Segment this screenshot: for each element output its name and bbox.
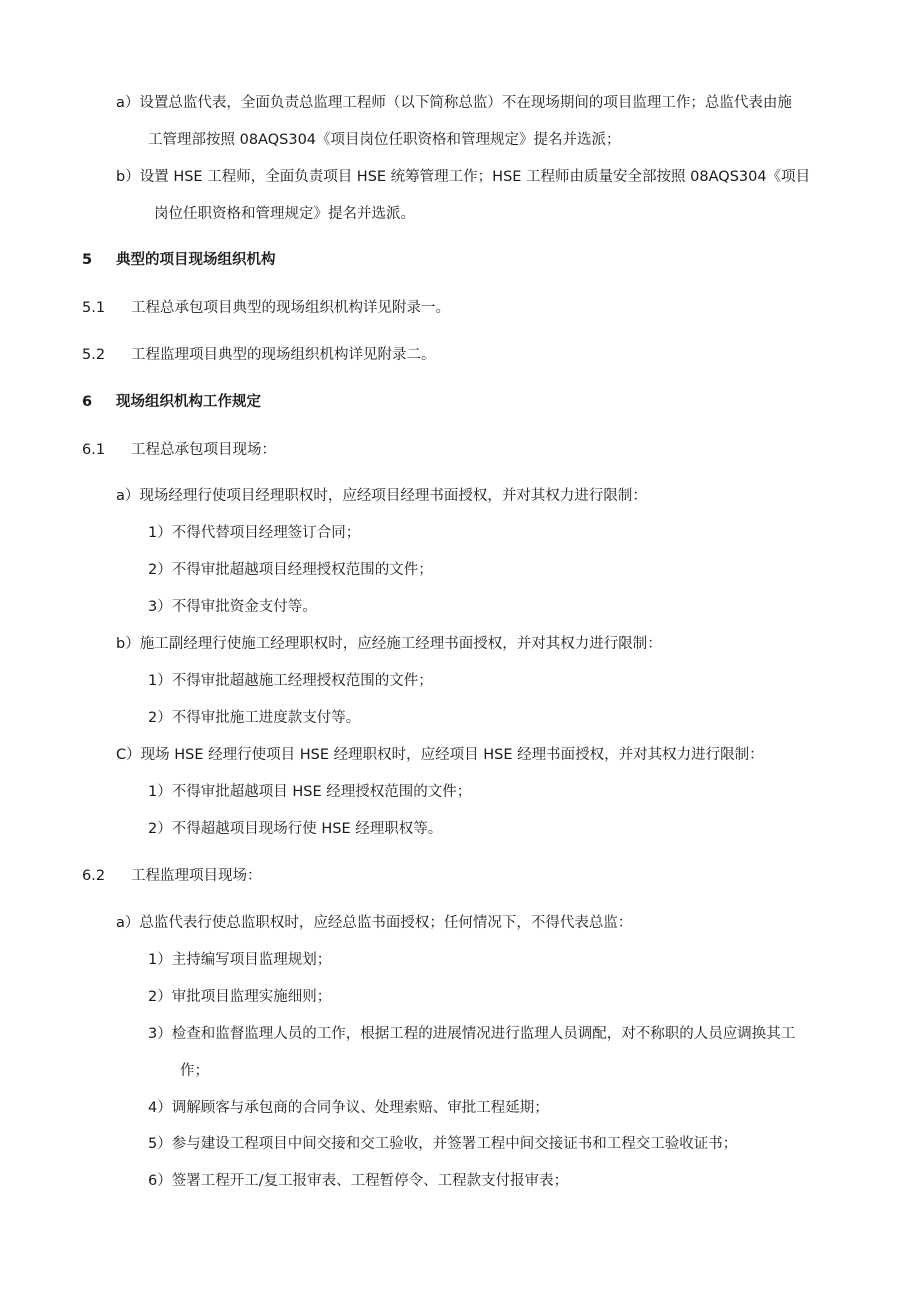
section-6-number: 6 [82, 394, 93, 410]
section-5-1-number: 5.1 [82, 300, 106, 316]
clause-b-line-1: b）设置 HSE 工程师，全面负责项目 HSE 统筹管理工作；HSE 工程师由质量安全部按照 08AQS304《项目 [116, 169, 811, 185]
clause-6-2-a-6: 6）签署工程开工/复工报审表、工程暂停令、工程款支付报审表； [148, 1173, 569, 1189]
clause-6-1-c: C）现场 HSE 经理行使项目 HSE 经理职权时，应经项目 HSE 经理书面授权，并对其权力进行限制： [116, 747, 764, 763]
clause-6-2-a: a）总监代表行使总监职权时，应经总监书面授权；任何情况下，不得代表总监： [116, 915, 633, 931]
section-6-title: 现场组织机构工作规定 [116, 394, 261, 410]
section-6-2-text: 工程监理项目现场： [131, 868, 262, 884]
section-5-number: 5 [82, 252, 93, 268]
section-5-2-number: 5.2 [82, 347, 106, 363]
clause-6-2-a-3-line-2: 作； [180, 1063, 209, 1079]
clause-6-2-a-2: 2）审批项目监理实施细则； [148, 989, 332, 1005]
clause-6-1-a-2: 2）不得审批超越项目经理授权范围的文件； [148, 562, 433, 578]
section-5-1-text: 工程总承包项目典型的现场组织机构详见附录一。 [131, 300, 450, 316]
clause-6-2-a-3-line-1: 3）检查和监督监理人员的工作，根据工程的进展情况进行监理人员调配，对不称职的人员应调换其工 [148, 1026, 796, 1042]
section-6-1-number: 6.1 [82, 442, 106, 458]
clause-6-2-a-4: 4）调解顾客与承包商的合同争议、处理索赔、审批工程延期； [148, 1100, 549, 1116]
clause-6-1-b: b）施工副经理行使施工经理职权时，应经施工经理书面授权，并对其权力进行限制： [116, 636, 662, 652]
clause-6-2-a-5: 5）参与建设工程项目中间交接和交工验收，并签署工程中间交接证书和工程交工验收证书； [148, 1136, 738, 1152]
clause-6-1-c-1: 1）不得审批超越项目 HSE 经理授权范围的文件； [148, 784, 472, 800]
clause-6-1-b-2: 2）不得审批施工进度款支付等。 [148, 710, 361, 726]
section-5-title: 典型的项目现场组织机构 [116, 252, 276, 268]
clause-b-line-2: 岗位任职资格和管理规定》提名并选派。 [154, 206, 415, 222]
section-5-2-text: 工程监理项目典型的现场组织机构详见附录二。 [131, 347, 436, 363]
clause-6-1-c-2: 2）不得超越项目现场行使 HSE 经理职权等。 [148, 821, 443, 837]
section-6-2-number: 6.2 [82, 868, 106, 884]
clause-6-1-b-1: 1）不得审批超越施工经理授权范围的文件； [148, 673, 433, 689]
clause-6-1-a: a）现场经理行使项目经理职权时，应经项目经理书面授权，并对其权力进行限制： [116, 488, 647, 504]
clause-a-line-2: 工管理部按照 08AQS304《项目岗位任职资格和管理规定》提名并选派； [148, 132, 621, 148]
clause-6-2-a-1: 1）主持编写项目监理规划； [148, 952, 332, 968]
clause-6-1-a-3: 3）不得审批资金支付等。 [148, 599, 317, 615]
section-6-1-text: 工程总承包项目现场： [131, 442, 276, 458]
clause-6-1-a-1: 1）不得代替项目经理签订合同； [148, 525, 361, 541]
clause-a-line-1: a）设置总监代表，全面负责总监理工程师（以下简称总监）不在现场期间的项目监理工作；总监代表由施 [116, 95, 792, 111]
